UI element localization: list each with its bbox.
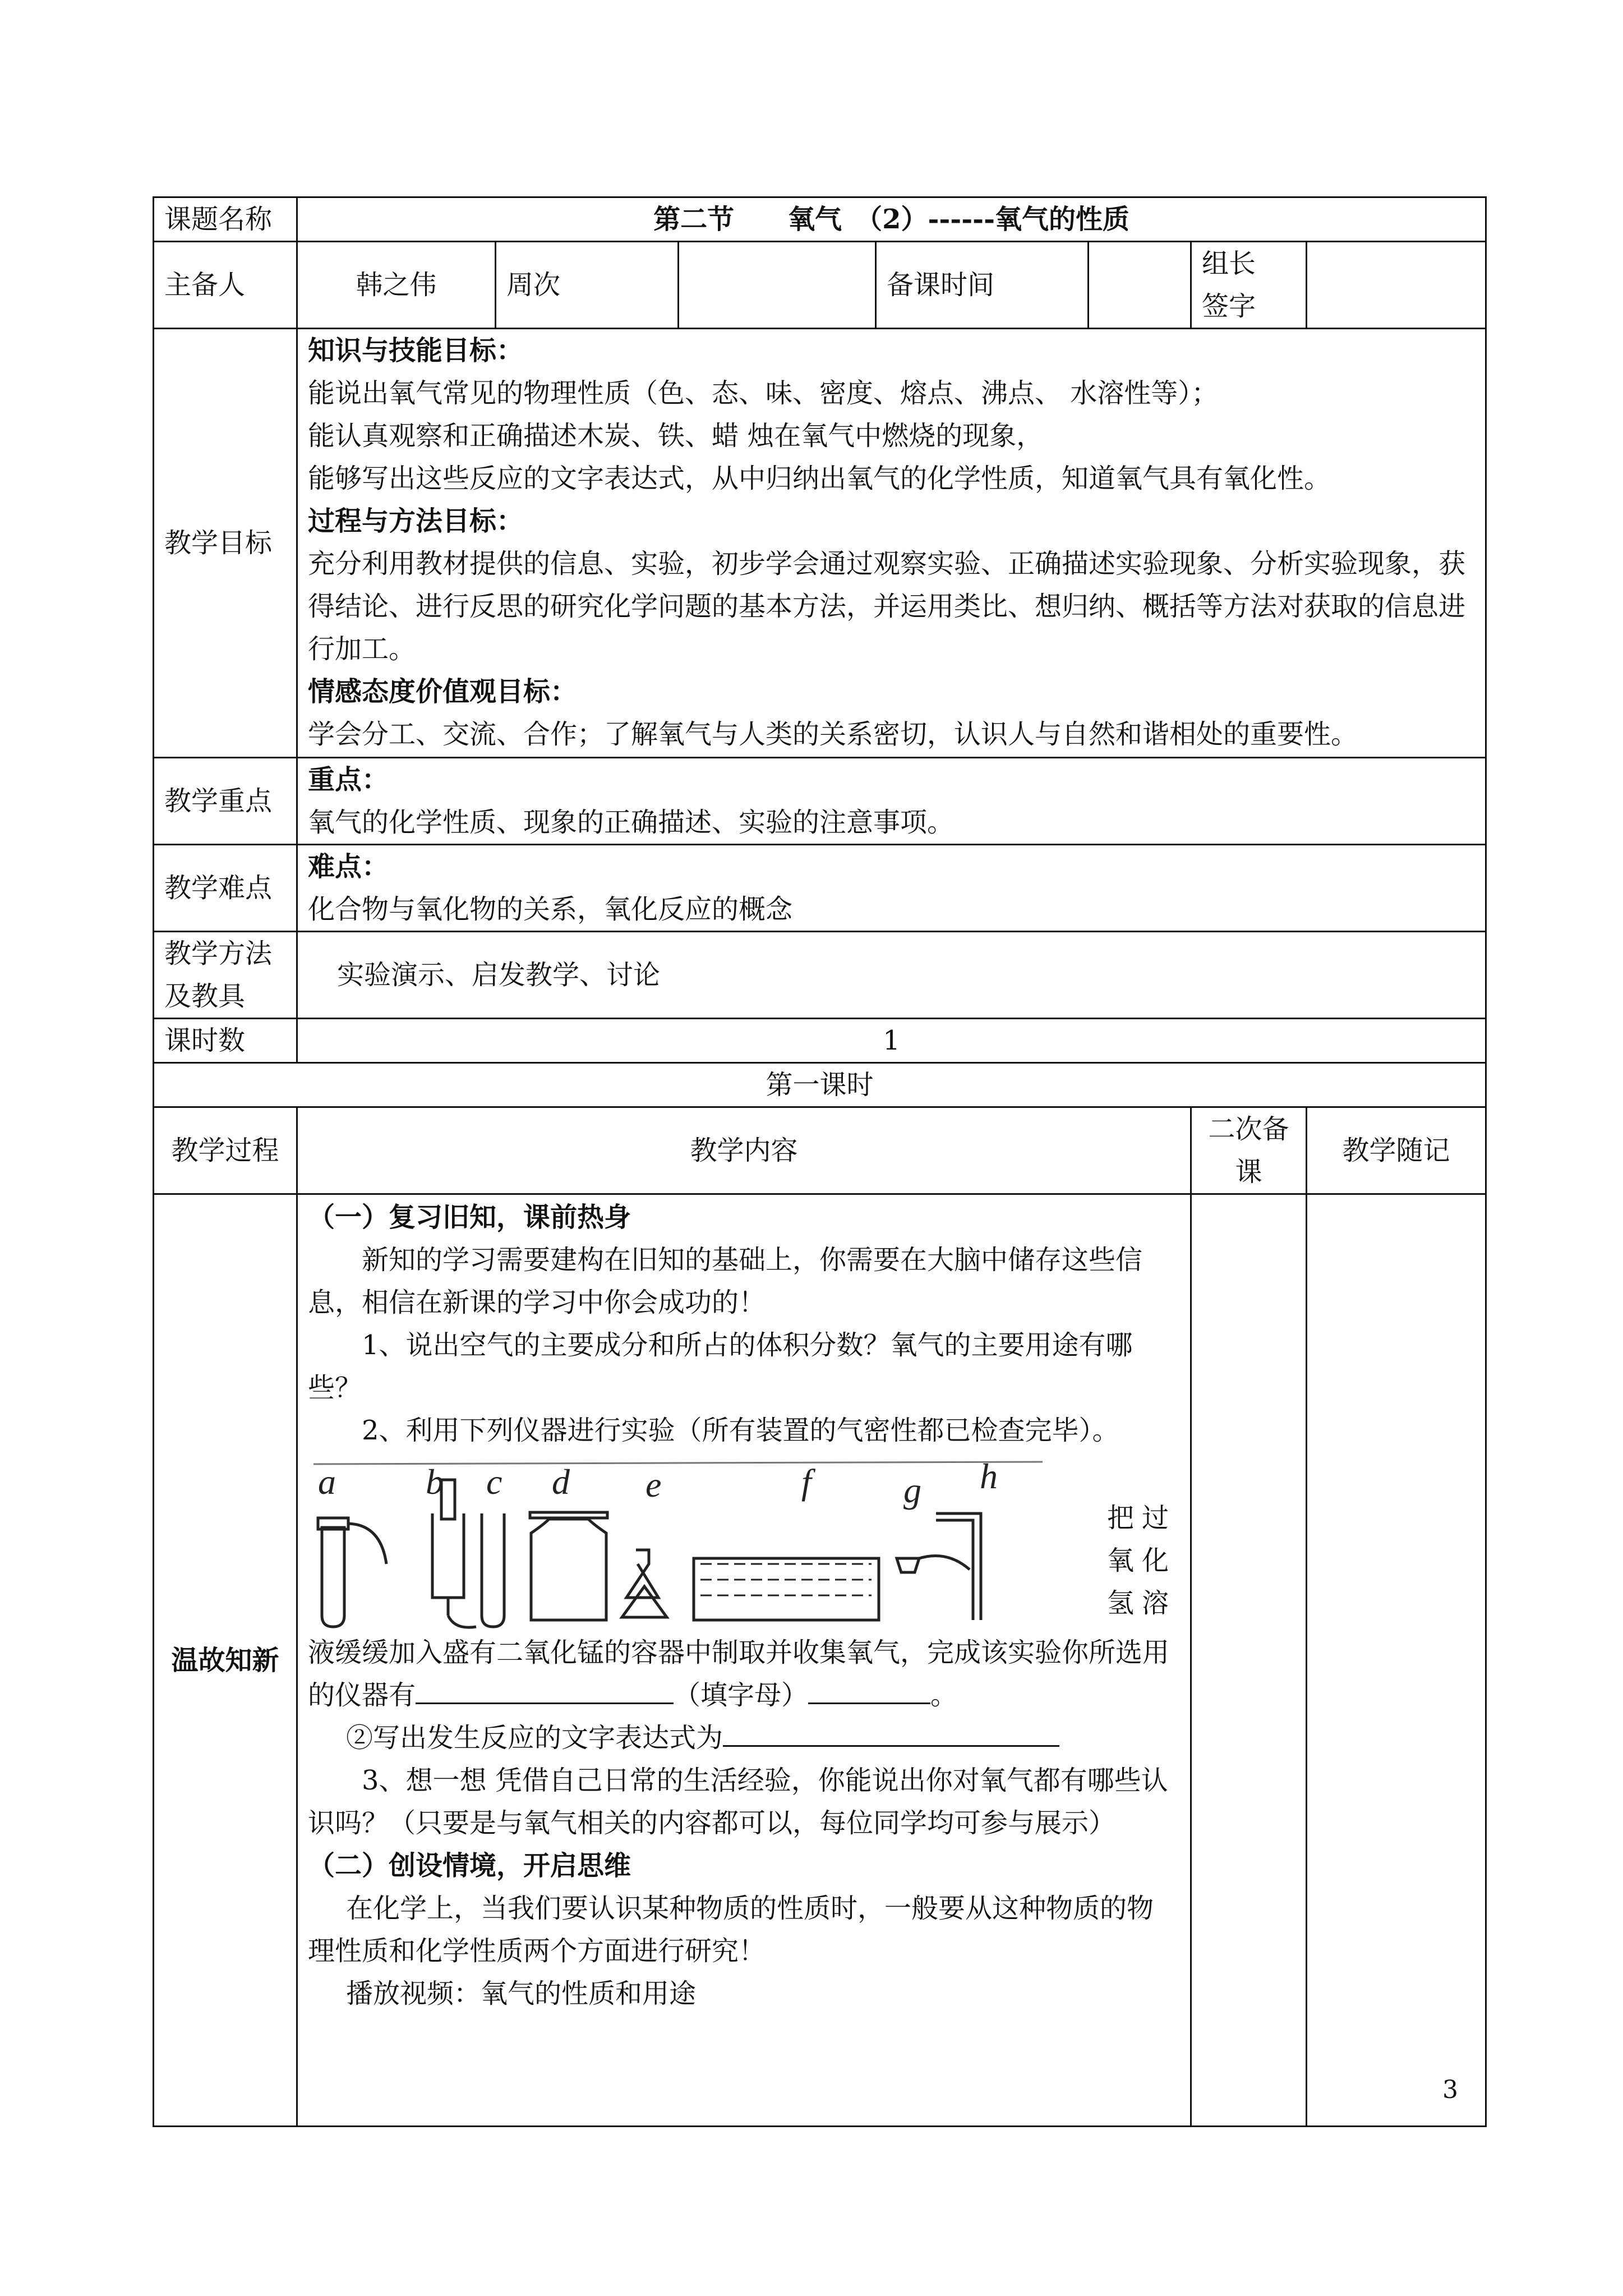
fill-hint: （填字母） [674, 1680, 809, 1711]
apparatus-letter-b: b [426, 1462, 444, 1502]
apparatus-drawing [308, 1452, 1048, 1631]
figure-top-border [313, 1462, 1043, 1464]
syringe-b [432, 1513, 464, 1598]
trough-f [694, 1558, 879, 1620]
prep-time-value [1089, 242, 1191, 329]
knowledge-line-3: 能够写出这些反应的文字表达式，从中归纳出氧气的化学性质，知道氧气具有氧化性。 [308, 463, 1331, 494]
test-tube-c [482, 1513, 504, 1627]
apparatus-figure [308, 1452, 1180, 1631]
periods-label: 课时数 [154, 1019, 297, 1063]
prep-time-label: 备课时间 [876, 242, 1089, 329]
objectives-content [297, 329, 1486, 758]
page-number: 3 [1442, 2076, 1458, 2104]
bent-tube-h-inner [936, 1520, 973, 1620]
video-line: 播放视频：氧气的性质和用途 [346, 1978, 697, 2009]
leader-sign-label-line2: 签字 [1202, 291, 1256, 322]
key-points-label: 教学重点 [154, 758, 297, 845]
question-2-continued: 液缓缓加入盛有二氧化锰的容器中制取并收集氧气，完成该实验你所选用的仪器有 （填字母） 。 [308, 1637, 1170, 1711]
column-content: 教学内容 [297, 1107, 1191, 1194]
key-points-heading: 重点： [308, 764, 389, 795]
review-intro: 新知的学习需要建构在旧知的基础上，你需要在大脑中储存这些信息，相信在新课的学习中你会成功的！ [308, 1244, 1143, 1318]
column-notes: 教学随记 [1307, 1107, 1486, 1194]
difficulties-content [297, 845, 1486, 932]
column-process: 教学过程 [154, 1107, 297, 1194]
glass-plate-d [530, 1512, 607, 1518]
leader-sign-label [1191, 242, 1307, 329]
question-2: 2、利用下列仪器进行实验（所有装置的气密性都已检查完毕）。 [362, 1415, 1119, 1446]
week-value [679, 242, 876, 329]
stopper-g [897, 1558, 919, 1572]
answer-blank-apparatus[interactable] [416, 1674, 674, 1704]
methods-label [154, 932, 297, 1019]
section1-heading: （一）复习旧知，课前热身 [308, 1202, 631, 1233]
knowledge-line-1: 能说出氧气常见的物理性质（色、态、味、密度、熔点、沸点、 水溶性等）； [308, 378, 1219, 409]
gas-jar-d [531, 1519, 606, 1620]
question-2-part2: ②写出发生反应的文字表达式为 [308, 1717, 1180, 1759]
key-points-content [297, 758, 1486, 845]
topic-label: 课题名称 [154, 197, 297, 242]
stage-label: 温故知新 [154, 1194, 297, 2127]
preparer-label: 主备人 [154, 242, 297, 329]
question-2-side-text: 把过氧化氢溶 [1107, 1502, 1177, 1619]
test-tube-a [322, 1527, 344, 1627]
answer-blank-extra[interactable] [808, 1674, 930, 1704]
section2-heading: （二）创设情境，开启思维 [308, 1850, 631, 1881]
objectives-label: 教学目标 [154, 329, 297, 758]
second-prep-cell [1191, 1194, 1307, 2127]
apparatus-letter-d: d [552, 1462, 570, 1502]
periods-value: 1 [297, 1019, 1486, 1063]
difficulties-heading: 难点： [308, 851, 389, 882]
apparatus-letter-f: f [801, 1462, 811, 1502]
apparatus-letter-h: h [980, 1456, 998, 1496]
lamp-base-e [622, 1586, 667, 1617]
process-heading: 过程与方法目标： [308, 505, 524, 537]
syringe-tube-b [448, 1616, 476, 1627]
lesson-title: 第一课时 [154, 1063, 1486, 1107]
column-second-prep: 二次备课 [1191, 1107, 1307, 1194]
apparatus-letter-a: a [318, 1462, 336, 1502]
knowledge-heading: 知识与技能目标： [308, 335, 524, 366]
knowledge-line-2: 能认真观察和正确描述木炭、铁、蜡 烛在氧气中燃烧的现象， [308, 420, 1044, 452]
question-1: 1、说出空气的主要成分和所占的体积分数？氧气的主要用途有哪些？ [308, 1329, 1133, 1404]
apparatus-letter-e: e [645, 1465, 662, 1504]
emotion-heading: 情感态度价值观目标： [308, 676, 578, 707]
leader-sign-value [1307, 242, 1486, 329]
preparer-name: 韩之伟 [297, 242, 496, 329]
week-label: 周次 [496, 242, 679, 329]
key-points-text: 氧气的化学性质、现象的正确描述、实验的注意事项。 [308, 807, 955, 838]
answer-blank-equation[interactable] [723, 1717, 1059, 1747]
apparatus-letter-g: g [903, 1470, 921, 1510]
topic-title: 第二节 氧气 （2）------氧气的性质 [297, 197, 1486, 242]
tube-g [919, 1556, 970, 1570]
apparatus-letter-c: c [486, 1462, 502, 1502]
review-content [297, 1194, 1191, 2127]
leader-sign-label-line1: 组长 [1202, 248, 1256, 279]
emotion-text: 学会分工、交流、合作；了解氧气与人类的关系密切，认识人与自然和谐相处的重要性。 [308, 719, 1358, 750]
delivery-tube-a [348, 1524, 386, 1564]
methods-text: 实验演示、启发教学、讨论 [297, 932, 1486, 1019]
lesson-plan-table [153, 196, 1487, 2127]
notes-cell [1307, 1194, 1486, 2127]
process-text: 充分利用教材提供的信息、实验，初步学会通过观察实验、正确描述实验现象、分析实验现象，获得结论、进行反思的研究化学问题的基本方法，并运用类比、想归纳、概括等方法对获取的信息进行加工。 [308, 548, 1466, 665]
section2-text: 在化学上，当我们要认识某种物质的性质时，一般要从这种物质的物理性质和化学性质两个方面进行研究！ [308, 1893, 1154, 1967]
methods-label-line2: 及教具 [164, 981, 246, 1012]
difficulties-text: 化合物与氧化物的关系，氧化反应的概念 [308, 894, 793, 925]
question-3: 3、想一想 凭借自己日常的生活经验，你能说出你对氧气都有哪些认识吗？（只要是与氧气相关的内容都可以，每位同学均可参与展示） [308, 1765, 1168, 1839]
methods-label-line1: 教学方法 [164, 938, 273, 969]
difficulties-label: 教学难点 [154, 845, 297, 932]
